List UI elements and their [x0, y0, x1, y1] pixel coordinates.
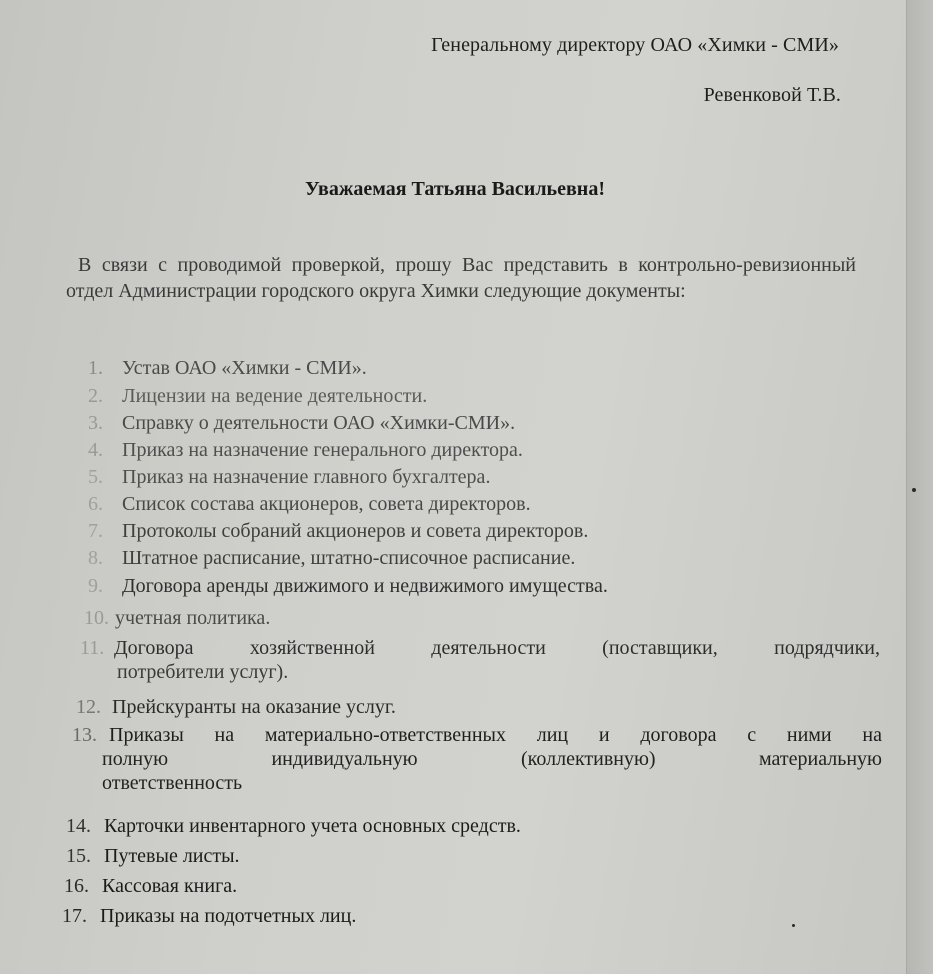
list-item-text: Устав ОАО «Химки - СМИ».	[122, 357, 367, 379]
list-item-text: Прейскуранты на оказание услуг.	[112, 696, 396, 718]
list-item-text: Карточки инвентарного учета основных средств.	[104, 815, 521, 837]
list-item-text: Список состава акционеров, совета директоров.	[122, 493, 531, 515]
list-item	[62, 904, 356, 928]
list-item-number: 1.	[88, 357, 103, 379]
list-item-continuation-2: ответственность	[102, 772, 243, 794]
list-item-number: 11.	[80, 637, 105, 659]
list-item-continuation: полную индивидуальную (коллективную) материальную	[102, 748, 882, 770]
list-item	[88, 574, 608, 598]
list-item-number: 5.	[88, 466, 103, 488]
list-item-number: 3.	[88, 412, 103, 434]
list-item-text: учетная политика.	[115, 607, 271, 629]
ink-speck	[792, 924, 795, 927]
list-item-text: Приказы на материально-ответственных лиц и договора с ними на	[109, 724, 882, 746]
list-item-number: 10.	[84, 607, 109, 629]
list-item	[88, 356, 367, 380]
list-item-number: 6.	[88, 493, 103, 515]
list-item-number: 2.	[88, 385, 103, 407]
list-item-text: Приказы на подотчетных лиц.	[100, 905, 357, 927]
list-item	[88, 519, 588, 543]
list-item	[84, 606, 270, 630]
list-item	[76, 695, 396, 719]
list-item-text: Приказ на назначение главного бухгалтера.	[122, 466, 491, 488]
list-item-text: Штатное расписание, штатно-списочное расписание.	[122, 547, 576, 569]
list-item-continuation: потребители услуг).	[117, 661, 289, 683]
list-item-number: 7.	[88, 520, 103, 542]
list-item	[72, 723, 882, 795]
list-item-text: Договора хозяйственной деятельности (поставщики, подрядчики,	[114, 637, 880, 659]
list-item-text: Кассовая книга.	[102, 875, 238, 897]
list-item-number: 4.	[88, 439, 103, 461]
list-item-number: 16.	[64, 875, 89, 897]
list-item-text: Приказ на назначение генерального директора.	[122, 439, 523, 461]
addressee-line-1: Генеральному директору ОАО «Химки - СМИ»	[431, 34, 839, 56]
list-item	[80, 636, 880, 684]
intro-paragraph: В связи с проводимой проверкой, прошу Вас представить в контрольно-ревизионный отдел Администрации городского округа Химки следующие документы:	[66, 254, 856, 302]
list-item-text: Протоколы собраний акционеров и совета директоров.	[122, 520, 589, 542]
list-item	[66, 844, 240, 868]
list-item	[88, 465, 490, 489]
list-item-text: Договора аренды движимого и недвижимого имущества.	[122, 575, 608, 597]
list-item-number: 12.	[76, 696, 101, 718]
list-item	[88, 384, 427, 408]
list-item-text: Справку о деятельности ОАО «Химки-СМИ».	[122, 412, 516, 434]
list-item-number: 14.	[66, 815, 91, 837]
list-item-text: Лицензии на ведение деятельности.	[122, 385, 428, 407]
list-item-text: Путевые листы.	[104, 845, 240, 867]
list-item	[88, 492, 531, 516]
list-item-number: 13.	[72, 724, 97, 746]
ink-speck	[912, 488, 916, 492]
list-item-number: 9.	[88, 575, 103, 597]
salutation: Уважаемая Татьяна Васильевна!	[305, 178, 605, 200]
list-item	[66, 814, 521, 838]
list-item-number: 17.	[62, 905, 87, 927]
list-item	[88, 546, 575, 570]
list-item	[64, 874, 237, 898]
list-item-number: 8.	[88, 547, 103, 569]
page-edge	[906, 0, 933, 974]
addressee-line-2: Ревенковой Т.В.	[703, 84, 841, 106]
list-item	[88, 438, 523, 462]
list-item-number: 15.	[66, 845, 91, 867]
list-item	[88, 411, 515, 435]
